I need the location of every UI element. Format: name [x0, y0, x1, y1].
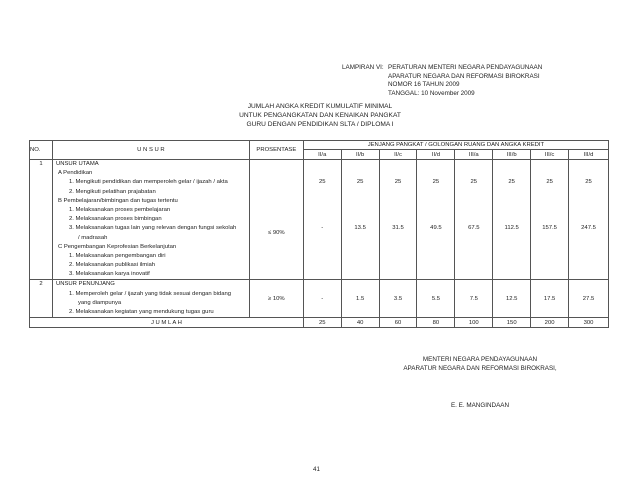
total-value: 200: [531, 318, 569, 328]
table-row: [30, 280, 609, 318]
header-unsur: U N S U R: [52, 141, 249, 160]
unsur-item-continued: / madrasah: [77, 234, 108, 241]
unsur-item: 3. Melaksanakan tugas lain yang relevan dengan fungsi sekolah: [68, 225, 237, 232]
total-row: [30, 318, 609, 328]
grade-cell: [417, 160, 455, 280]
header-prosentase: PROSENTASE: [249, 141, 303, 160]
grade-header: III/d: [569, 150, 609, 160]
table-row: [30, 160, 609, 280]
grade-value: 49.5: [430, 225, 442, 232]
angka-kredit-table: [29, 140, 609, 328]
signature-name: E. E. MANGINDAAN: [450, 402, 510, 409]
grade-header: II/a: [303, 150, 341, 160]
grade-header: III/b: [493, 150, 531, 160]
unsur-subheading: C Pengembangan Keprofesian Berkelanjutan: [57, 243, 177, 250]
total-value: 300: [569, 318, 609, 328]
header-jenjang: JENJANG PANGKAT / GOLONGAN RUANG DAN ANGKA KREDIT: [303, 141, 608, 150]
pendidikan-value: 25: [470, 179, 478, 186]
grade-value: 1.5: [341, 280, 379, 318]
row-prosentase: ≥ 10%: [249, 280, 303, 318]
document-title: [180, 102, 460, 129]
unsur-item: 1. Mengikuti pendidikan dan memperoleh gelar / ijazah / akta: [68, 179, 228, 186]
unsur-subheading: A Pendidikan: [57, 170, 93, 177]
grade-value: 67.5: [468, 225, 480, 232]
unsur-item: 2. Melaksanakan publikasi ilmiah: [68, 262, 156, 269]
grade-cell: [341, 160, 379, 280]
title-line: JUMLAH ANGKA KREDIT KUMULATIF MINIMAL: [247, 103, 393, 110]
grade-value: 3.5: [379, 280, 417, 318]
lampiran-label: LAMPIRAN VI:: [342, 64, 384, 71]
grade-value: 7.5: [455, 280, 493, 318]
signature-title-line: APARATUR NEGARA DAN REFORMASI BIROKRASI,: [403, 364, 557, 372]
row-unsur-cell: [52, 160, 249, 280]
lampiran-line: PERATURAN MENTERI NEGARA PENDAYAGUNAAN: [388, 64, 543, 71]
pendidikan-value: 25: [356, 179, 364, 186]
grade-value: 247.5: [581, 225, 596, 232]
pendidikan-value: 25: [394, 179, 402, 186]
total-value: 40: [341, 318, 379, 328]
total-value: 150: [493, 318, 531, 328]
row-prosentase: [249, 160, 303, 280]
grade-header: III/c: [531, 150, 569, 160]
grade-value: 17.5: [531, 280, 569, 318]
total-label: J U M L A H: [30, 318, 304, 328]
grade-header: II/c: [379, 150, 417, 160]
row-unsur-cell: [52, 280, 249, 318]
lampiran-line: NOMOR 16 TAHUN 2009: [388, 81, 460, 89]
grade-cell: [303, 160, 341, 280]
pendidikan-value: 25: [585, 179, 592, 186]
grade-value: 31.5: [392, 225, 404, 232]
grade-header: II/b: [341, 150, 379, 160]
total-value: 80: [417, 318, 455, 328]
lampiran-line: APARATUR NEGARA DAN REFORMASI BIROKRASI: [388, 72, 540, 80]
title-line: UNTUK PENGANGKATAN DAN KENAIKAN PANGKAT: [239, 112, 401, 119]
unsur-item: 2. Mengikuti pelatihan prajabatan: [68, 188, 156, 195]
grade-cell: [493, 160, 531, 280]
grade-value: 5.5: [417, 280, 455, 318]
lampiran-line: TANGGAL: 10 November 2009: [388, 89, 475, 97]
title-line: GURU DENGAN PENDIDIKAN SLTA / DIPLOMA I: [246, 121, 394, 128]
grade-value: 13.5: [354, 225, 366, 232]
pendidikan-value: 25: [546, 179, 553, 186]
grade-cell: [569, 160, 609, 280]
pendidikan-value: 25: [432, 179, 440, 186]
unsur-item: 1. Memperoleh gelar / ijazah yang tidak sesuai dengan bidang: [68, 290, 232, 297]
pendidikan-value: 25: [318, 179, 326, 186]
page-number: 41: [313, 466, 320, 473]
unsur-item: 2. Melaksanakan proses bimbingan: [68, 216, 162, 223]
grade-header: II/d: [417, 150, 455, 160]
header-no: NO.: [30, 141, 53, 160]
unsur-heading: UNSUR PENUNJANG: [55, 281, 115, 288]
grade-cell: [531, 160, 569, 280]
unsur-item: 2. Melaksanakan kegiatan yang mendukung tugas guru: [68, 309, 214, 315]
unsur-item-continued: yang diampunya: [77, 299, 122, 306]
unsur-subheading: B Pembelajaran/bimbingan dan tugas tertentu: [57, 197, 178, 204]
unsur-item: 3. Melaksanakan karya inovatif: [68, 271, 150, 278]
prosentase-value: ≤ 90%: [268, 230, 285, 237]
total-value: 60: [379, 318, 417, 328]
signature-block: [380, 356, 580, 374]
lampiran-block: [388, 64, 542, 98]
total-value: 100: [455, 318, 493, 328]
grade-cell: [379, 160, 417, 280]
signature-title-line: MENTERI NEGARA PENDAYAGUNAAN: [422, 356, 538, 363]
row-no: 2: [30, 280, 53, 318]
grade-value: 12.5: [493, 280, 531, 318]
total-value: 25: [303, 318, 341, 328]
unsur-heading: UNSUR UTAMA: [55, 161, 99, 167]
grade-value: -: [303, 280, 341, 318]
row-no: 1: [30, 160, 53, 280]
unsur-item: 1. Melaksanakan pengembangan diri: [68, 252, 166, 259]
grade-value: 27.5: [569, 280, 609, 318]
pendidikan-value: 25: [508, 179, 515, 186]
grade-value: 157.5: [542, 225, 557, 232]
grade-value: -: [321, 225, 324, 232]
grade-header: III/a: [455, 150, 493, 160]
unsur-item: 1. Melaksanakan proses pembelajaran: [68, 206, 171, 213]
grade-value: 112.5: [504, 225, 519, 232]
grade-cell: [455, 160, 493, 280]
